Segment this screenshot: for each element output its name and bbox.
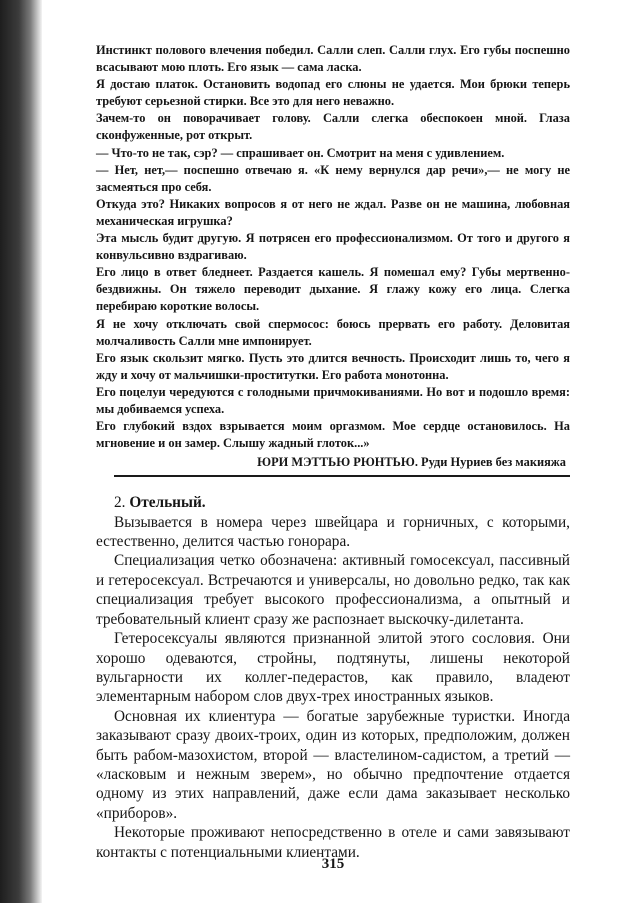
section-number: 2. — [114, 494, 126, 512]
quote-paragraph: Я достаю платок. Остановить водопад его слюны не удается. Мои брюки теперь требуют серьезной стирки. Все это для него неважно. — [96, 77, 570, 109]
quote-block — [96, 42, 570, 452]
quote-paragraph: Эта мысль будит другую. Я потрясен его профессионализмом. От того и другого я конвульсивно вздрагиваю. — [96, 231, 570, 263]
book-page — [96, 42, 570, 862]
quote-paragraph: Его поцелуи чередуются с голодными причмокиваниями. Но вот и подошло время: мы добиваемся успеха. — [96, 384, 570, 416]
quote-paragraph: Инстинкт полового влечения победил. Салли слеп. Салли глух. Его губы поспешно всасывают мою плоть. Его язык — сама ласка. — [96, 43, 570, 75]
quote-paragraph: Его глубокий вздох взрывается моим оргазмом. Мое сердце остановилось. На мгновение и он замер. Слышу жадный глоток...» — [96, 419, 570, 451]
quote-paragraph: Его язык скользит мягко. Пусть это длится вечность. Происходит лишь то, чего я жду и хочу от мальчишки-проститутки. Его работа монотонна. — [96, 350, 570, 382]
quote-paragraph: Его лицо в ответ бледнеет. Раздается кашель. Я помешал ему? Губы мертвенно-бездвижны. Он тяжело переводит дыхание. Я глажу кожу его лица. Слегка перебираю короткие волосы. — [96, 265, 570, 314]
divider-rule — [114, 475, 570, 477]
body-paragraph: Вызывается в номера через швейцара и горничных, с которыми, естественно, делится частью гонорара. — [96, 513, 570, 551]
quote-paragraph: — Нет, нет,— поспешно отвечаю я. «К нему вернулся дар речи»,— не могу не засмеяться про себя. — [96, 162, 570, 194]
book-spine-shadow — [0, 0, 42, 903]
body-paragraph: Гетеросексуалы являются признанной элитой этого сословия. Они хорошо одеваются, стройны, подтянуты, лишены некоторой вульгарности их коллег-педерастов, как правило, владеют элементарным набором слов двух-трех иностранных языков. — [96, 630, 570, 706]
body-text — [96, 493, 570, 862]
body-paragraph: Некоторые проживают непосредственно в отеле и сами завязывают контакты с потенциальными клиентами. — [96, 824, 570, 861]
page-number: 315 — [321, 856, 345, 872]
quote-paragraph: Зачем-то он поворачивает голову. Салли слегка обеспокоен мной. Глаза сконфуженные, рот открыт. — [96, 111, 570, 143]
body-paragraph: Основная их клиентура — богатые зарубежные туристки. Иногда заказывают сразу двоих-троих, один из которых, предположим, должен быть рабом-мазохистом, второй — властелином-садистом, а третий — «ласковым и нежным зверем», но обычно предпочтение отдается одному из этих направлений, даже если дама заказывает несколько «приборов». — [96, 707, 570, 822]
quote-attribution: ЮРИ МЭТТЬЮ РЮНТЬЮ. Руди Нуриев без макияжа — [257, 455, 566, 470]
body-paragraph: Специализация четко обозначена: активный гомосексуал, пассивный и гетеросексуал. Встречаются и универсалы, но довольно редко, так как специализация требует высокого профессионализма, а опытный и требовательный клиент сразу же распознает выскочку-дилетанта. — [96, 552, 570, 628]
section-title: Отельный. — [129, 494, 206, 512]
quote-paragraph: Откуда это? Никаких вопросов я от него не ждал. Разве он не машина, любовная механическая игрушка? — [96, 196, 570, 228]
quote-paragraph: — Что-то не так, сэр? — спрашивает он. Смотрит на меня с удивлением. — [96, 145, 505, 160]
quote-paragraph: Я не хочу отключать свой спермосос: боюсь прервать его работу. Деловитая молчаливость Салли мне импонирует. — [96, 316, 570, 348]
section-heading-line — [96, 493, 570, 512]
